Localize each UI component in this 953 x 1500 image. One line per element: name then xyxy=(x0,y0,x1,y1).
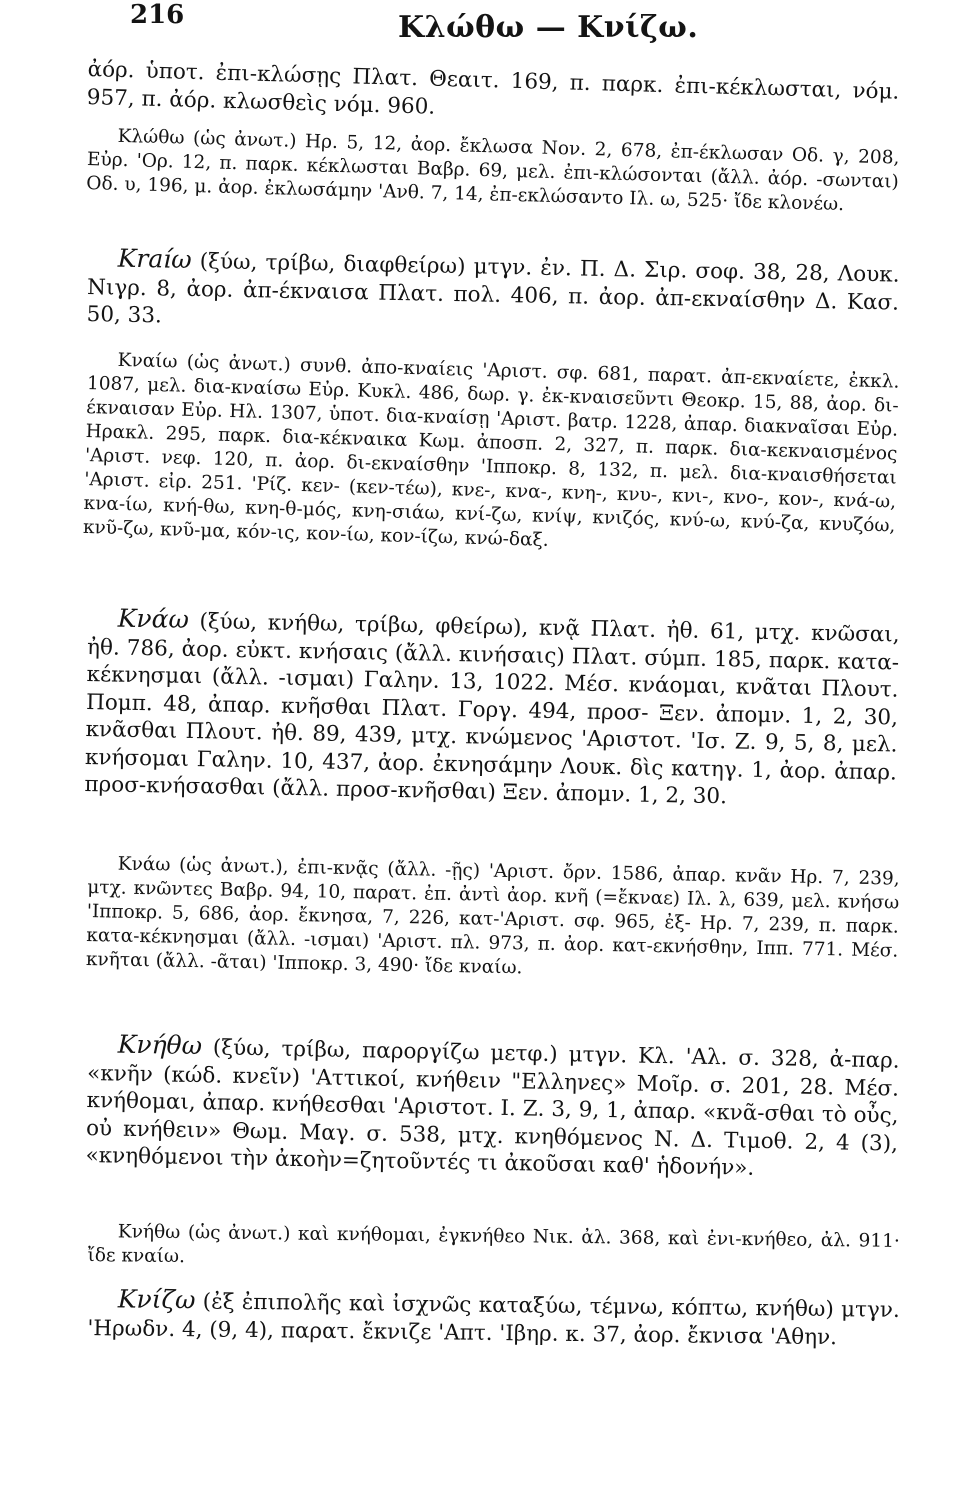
page-title: Κλώθω — Κνίζω. xyxy=(398,10,699,45)
entry-paragraph xyxy=(85,1030,900,1185)
running-head xyxy=(0,0,953,56)
entry-text: Κνάω (ὡς ἀνωτ.), ἐπι-κνᾷς (ἄλλ. -ῇς) 'Αριστ. ὄρν. 1586, ἀπαρ. κνᾶν Ηρ. 7, 239, μτχ. κνῶντες Βαβρ. 94, 10, παρατ. ἐπ. ἀντὶ ἀορ. κνῆ (=ἔκναε) Ιλ. λ, 639, μελ. κνήσω 'Ιπποκρ. 5, 686, ἀορ. ἔκνησα, 7, 226, κατ-'Αριστ. σφ. 965, ἐξ- Ηρ. 7, 239, π. παρκ. κατα-κέκνησμαι (ἄλλ. -ισμαι) 'Αριστ. πλ. 973, π. ἀορ. κατ-εκνήσθην, Ιππ. 771. Μέσ. κνῆται (ἄλλ. -ᾶται) 'Ιπποκρ. 3, 490· ἴδε κναίω. xyxy=(85,853,900,979)
entry-text: (ξύω, τρίβω, διαφθείρω) μτγν. ἐν. Π. Δ. Σιρ. σοφ. 38, 28, Λουκ. Νιγρ. 8, ἀορ. ἀπ-έκναισα Πλατ. πολ. 406, π. ἀορ. ἀπ-εκναίσθην Δ. Κασ. 50, 33. xyxy=(86,248,900,329)
page-number: 216 xyxy=(130,0,185,30)
entry-knizo xyxy=(87,1285,900,1352)
entry-paragraph xyxy=(84,604,900,814)
entry-text: Κναίω (ὡς ἀνωτ.) συνθ. ἀπο-κναίεις 'Αριστ. σφ. 681, παρατ. ἀπ-εκναίετε, ἐκκλ. 1087, μελ. δια-κναίσω Εὐρ. Κυκλ. 486, δωρ. γ. ἐκ-κναισεῦντι Θεοκρ. 15, 88, ἀορ. δι-έκναισαν Εὐρ. Ηλ. 1307, ὑποτ. δια-κναίσῃ 'Αριστ. βατρ. 1228, ἀπαρ. διακναῖσαι Εὐρ. Ηρακλ. 295, παρκ. δια-κέκναικα Κωμ. ἀποσπ. 2, 327, π. παρκ. δια-κεκναισμένος 'Αριστ. νεφ. 120, π. ἀορ. δι-εκναίσθην 'Ιπποκρ. 8, 132, π. μελ. δια-κναισθήσεται 'Αριστ. εἰρ. 251. 'Ρίζ. κεν- (κεν-τέω), κνε-, κνα-, κνη-, κνυ-, κνι-, κνο-, κον-, κνά-ω, κνα-ίω, κνή-θω, κνη-θ-μός, κνη-σιάω, κνί-ζω, κνίψ, κνιζός, κνύ-ω, κνύ-ζα, κνυζόω, κνῦ-ζω, κνῦ-μα, κόν-ις, κον-ίω, κον-ίζω, κνώ-δαξ. xyxy=(82,349,900,551)
entry-lemma: Κνήθω xyxy=(117,1029,203,1061)
entry-lemma: Κνίζω xyxy=(117,1284,196,1315)
entry-text: ἀόρ. ὑποτ. ἐπι-κλώσῃς Πλατ. Θεαιτ. 169, π. παρκ. ἐπι-κέκλωσται, νόμ. 957, π. ἀόρ. κλωσθεὶς νόμ. 960. xyxy=(86,56,900,120)
entry-knaio-as-above xyxy=(83,348,900,563)
entry-text: (ξύω, κνήθω, τρίβω, φθείρω), κνᾷ Πλατ. ἠθ. 61, μτχ. κνῶσαι, ἠθ. 786, ἀορ. εὐκτ. κνήσαις (ἄλλ. κινήσαις) Πλατ. σύμπ. 185, παρκ. κατα-κέκνησμαι (ἄλλ. -ισμαι) Γαλην. 13, 1022. Μέσ. κνάομαι, κνᾶται Πλουτ. Πομπ. 48, ἀπαρ. κνῆσθαι Πλατ. Γοργ. 494, προσ- Ξεν. ἀπομν. 1, 2, 30, κνᾶσθαι Πλουτ. ἠθ. 89, 439, μτχ. κνώμενος 'Αριστοτ. 'Ισ. Ζ. 9, 5, 8, μελ. κνήσομαι Γαλην. 10, 437, ἀορ. ἐκνησάμην Λουκ. δὶς κατηγ. 1, ἀορ. ἀπαρ. προσ-κνήσασθαι (ἄλλ. προσ-κνῆσθαι) Ξεν. ἀπομν. 1, 2, 30. xyxy=(84,608,900,810)
entry-paragraph xyxy=(86,244,899,344)
entry-text: Κλώθω (ὡς ἀνωτ.) Ηρ. 5, 12, ἀορ. ἔκλωσα Νον. 2, 678, ἐπ-έκλωσαν Οδ. γ, 208, Εὐρ. 'Ορ. 12, π. παρκ. κέκλωσται Βαβρ. 69, μελ. ἐπι-κλώσονται (ἄλλ. ἀόρ. -σωνται) Οδ. υ, 196, μ. ἀορ. ἐκλωσάμην 'Ανθ. 7, 14, ἐπ-εκλώσαντο Ιλ. ω, 525· ἴδε κλονέω. xyxy=(86,125,900,216)
entry-knetho-as-above xyxy=(87,1220,900,1278)
entry-knao-as-above xyxy=(86,852,900,988)
entry-kraio xyxy=(86,244,899,344)
entry-klotho-as-above xyxy=(86,124,900,219)
entry-text: (ξύω, τρίβω, παροργίζω μετφ.) μτγν. Κλ. 'Αλ. σ. 328, ἀ-παρ. «κνῆν (κώδ. κνεῖν) 'Αττικοί, κνήθειν "Ελληνες» Μοῖρ. σ. 201, 28. Μέσ. κνήθομαι, ἀπαρ. κνήθεσθαι 'Αριστοτ. Ι. Ζ. 3, 9, 1, ἀπαρ. «κνᾶ-σθαι τὸ οὖς, οὐ κνήθειν» Θωμ. Μαγ. σ. 538, μτχ. κνηθόμενος Ν. Δ. Τιμοθ. 2, 4 (3), «κνηθόμενοι τὴν ἀκοὴν=ζητοῦντές τι ἀκοῦσαι καθ' ἡδονήν». xyxy=(85,1035,900,1181)
entry-klotho-continuation xyxy=(86,56,899,134)
entry-paragraph xyxy=(87,1285,900,1352)
entry-lemma: Kraíω xyxy=(117,243,192,274)
entry-lemma: Κνάω xyxy=(117,603,190,634)
entry-knetho xyxy=(85,1030,900,1185)
entry-text: Κνήθω (ὡς ἀνωτ.) καὶ κνήθομαι, ἐγκνήθεο Νικ. ἀλ. 368, καὶ ἐνι-κνήθεο, ἀλ. 911· ἴδε κναίω. xyxy=(87,1221,900,1268)
entry-text: (ἐξ ἐπιπολῆς καὶ ἰσχνῶς καταξύω, τέμνω, κόπτω, κνήθω) μτγν. 'Ηρωδν. 4, (9, 4), παρατ. ἔκνιζε 'Απτ. 'Ιβηρ. κ. 37, ἀορ. ἔκνισα 'Αθην. xyxy=(87,1289,900,1350)
entry-knao xyxy=(84,604,900,814)
